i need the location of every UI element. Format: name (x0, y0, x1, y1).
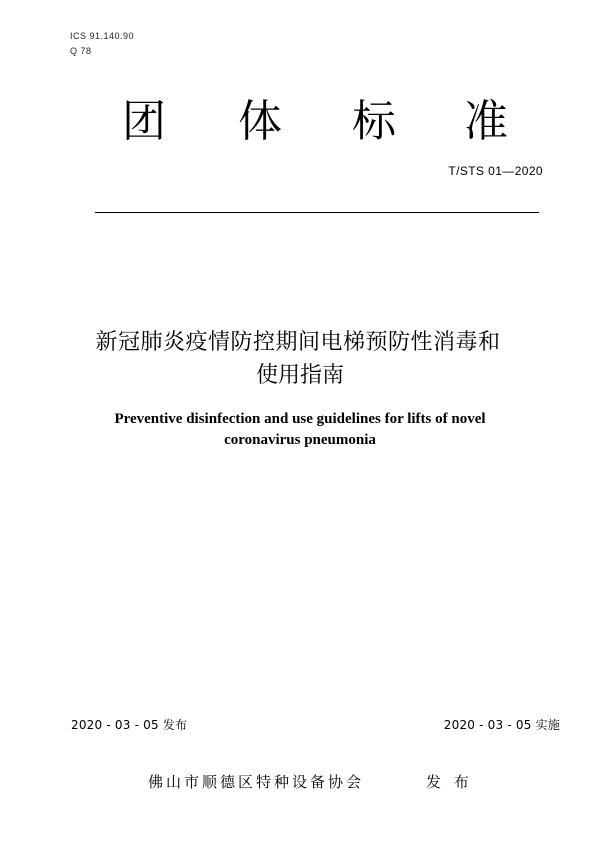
english-title-line: coronavirus pneumonia (224, 432, 376, 448)
english-title-line: Preventive disinfection and use guidelines for lifts of novel (114, 411, 486, 427)
document-type-heading-char: 团 (122, 96, 166, 147)
ics-code: ICS 91.140.90 (70, 31, 135, 41)
document-type-heading-char: 体 (238, 96, 282, 147)
standard-number: T/STS 01—2020 (448, 164, 543, 178)
chinese-title-line: 新冠肺炎疫情防控期间电梯预防性消毒和 (95, 330, 501, 355)
header-divider (95, 212, 539, 213)
issue-action-label: 发 布 (426, 773, 473, 791)
document-type-heading-char: 准 (464, 96, 508, 147)
chinese-title-line: 使用指南 (255, 363, 344, 388)
document-type-heading-char: 标 (352, 96, 396, 147)
publish-date: 2020 - 03 - 05 发布 (71, 718, 188, 732)
ccs-code: Q 78 (70, 46, 92, 56)
issuing-organization: 佛山市顺德区特种设备协会 (148, 773, 365, 791)
implement-date: 2020 - 03 - 05 实施 (443, 718, 560, 732)
